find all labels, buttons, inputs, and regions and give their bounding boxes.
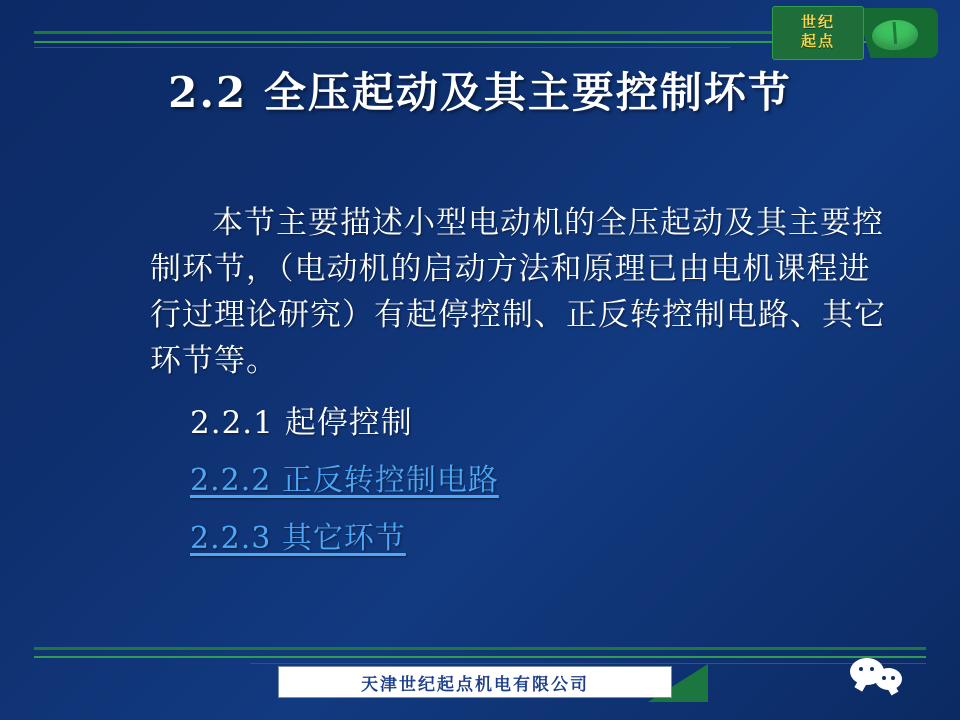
link-other-sections[interactable]: 2.2.3 其它环节 <box>190 521 406 556</box>
bottom-divider-thick <box>34 647 926 650</box>
footer-company-bar <box>278 666 672 698</box>
list-item <box>150 454 900 512</box>
logo-line-1: 世纪 <box>800 14 835 32</box>
company-logo-badge <box>772 6 864 60</box>
body-paragraph: 本节主要描述小型电动机的全压起动及其主要控制环节，（电动机的启动方法和原理已由电机课程进行过理论研究）有起停控制、正反转控制电路、其它环节等。 <box>150 205 886 379</box>
slide-body <box>150 200 900 570</box>
link-forward-reverse-control-circuit[interactable]: 2.2.2 正反转控制电路 <box>190 463 499 498</box>
wechat-icon <box>850 652 902 696</box>
footer-company-name: 天津世纪起点机电有限公司 <box>361 674 589 695</box>
bottom-divider-medium <box>34 656 926 658</box>
list-item: 2.2.1 起停控制 <box>190 405 413 441</box>
logo-line-2: 起点 <box>800 33 835 50</box>
list-item <box>150 512 900 570</box>
bottom-divider-thin <box>250 663 926 664</box>
top-divider-thin <box>34 47 730 48</box>
page-title: 2.2 全压起动及其主要控制坏节 <box>168 68 792 117</box>
